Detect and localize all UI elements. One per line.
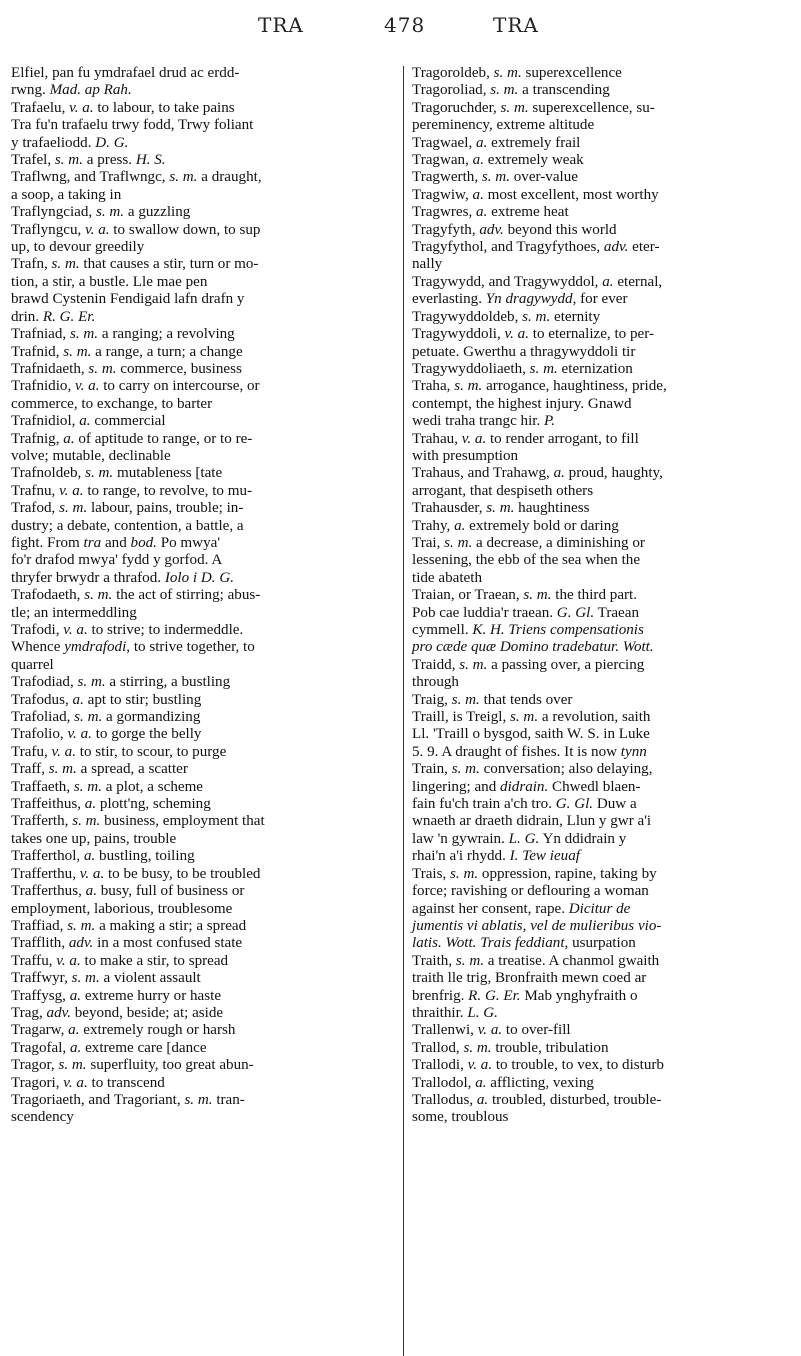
entry-line: Trafferthol, a. bustling, toiling [11,848,195,865]
entry-line: Tragyfyth, adv. beyond this world [412,221,617,238]
entry-line: Trafnoldeb, s. m. mutableness [tate [11,465,223,482]
entry-line: thryfer brwydr a thrafod. Iolo i D. G. [11,569,234,586]
entry-line: with presumption [412,447,519,464]
entry-line: Trafnidaeth, s. m. commerce, business [11,360,242,377]
running-head-left: TRA [258,13,304,37]
entry-line: Tragywyddoliaeth, s. m. eternization [412,360,633,377]
entry-line: Trafu, v. a. to stir, to scour, to purge [11,743,227,760]
entry-line: tide abateth [412,569,482,586]
entry-line: up, to devour greedily [11,239,145,256]
entry-line: force; ravishing or deflouring a woman [412,883,649,900]
entry-line: Tragywyddoli, v. a. to eternalize, to per- [412,326,654,343]
entry-line: Trafodiad, s. m. a stirring, a bustling [11,674,231,691]
entry-line: fo'r drafod mwya' fydd y gorfod. A [11,552,223,569]
entry-line: Traian, or Traean, s. m. the third part. [412,587,638,604]
entry-line: Trallod, s. m. trouble, tribulation [412,1039,609,1056]
entry-line: Ll. 'Traill o bysgod, saith W. S. in Luke [412,726,650,743]
entry-line: Tragwael, a. extremely frail [412,134,581,151]
entry-line: Trafferth, s. m. business, employment that [11,813,265,830]
entry-line: dustry; a debate, contention, a battle, a [11,517,244,534]
entry-line: Trai, s. m. a decrease, a diminishing or [412,534,645,551]
entry-line: Trallodi, v. a. to trouble, to vex, to disturb [412,1057,664,1074]
entry-line: Traffysg, a. extreme hurry or haste [11,987,222,1004]
entry-line: Trafel, s. m. a press. H. S. [11,152,166,169]
entry-line: employment, laborious, troublesome [11,900,233,917]
entry-line: Tragywydd, and Tragywyddol, a. eternal, [412,273,663,290]
entry-line: Tragwerth, s. m. over-value [412,169,578,186]
entry-line: Tra fu'n trafaelu trwy fodd, Trwy foliant [11,117,254,134]
entry-line: lessening, the ebb of the sea when the [412,552,641,569]
entry-line: Trais, s. m. oppression, rapine, taking by [412,865,657,882]
entry-line: commerce, to exchange, to barter [11,395,213,412]
entry-line: Trafferthu, v. a. to be busy, to be troubled [11,865,261,882]
entry-line: Tragwiw, a. most excellent, most worthy [412,186,659,203]
entry-line: Traffaeth, s. m. a plot, a scheme [11,778,204,795]
entry-line: Tragwan, a. extremely weak [412,152,584,169]
entry-line: a soop, a taking in [11,186,122,203]
entry-line: Trafoliad, s. m. a gormandizing [11,709,201,726]
entry-line: Tragoriaeth, and Tragoriant, s. m. tran- [11,1091,245,1108]
entry-line: volve; mutable, declinable [11,447,171,464]
entry-line: nally [412,256,443,273]
entry-line: Traflyngciad, s. m. a guzzling [11,204,191,221]
entry-line: Tragoruchder, s. m. superexcellence, su- [412,99,655,116]
entry-line: through [412,674,459,691]
entry-line: Traff, s. m. a spread, a scatter [11,761,188,778]
entry-line: Traidd, s. m. a passing over, a piercing [412,656,645,673]
entry-line: everlasting. Yn dragywydd, for ever [412,291,628,308]
entry-line: 5. 9. A draught of fishes. It is now tynn [412,743,647,760]
entry-line: Trahy, a. extremely bold or daring [412,517,619,534]
entry-line: lingering; and didrain. Chwedl blaen- [412,778,641,795]
entry-line: contempt, the highest injury. Gnawd [412,395,632,412]
entry-line: Trafflith, adv. in a most confused state [11,935,243,952]
entry-line: Trafaelu, v. a. to labour, to take pains [11,99,235,116]
entry-line: wedi traha trangc hir. P. [412,413,556,430]
entry-line: Trahaus, and Trahawg, a. proud, haughty, [412,465,663,482]
entry-line: takes one up, pains, trouble [11,830,177,847]
entry-line: Tragarw, a. extremely rough or harsh [11,1022,236,1039]
entry-line: Trahausder, s. m. haughtiness [412,500,590,517]
page-number: 478 [384,13,426,37]
entry-line: Tragyfythol, and Tragyfythoes, adv. eter- [412,239,660,256]
entry-line: Trafn, s. m. that causes a stir, turn or mo- [11,256,259,273]
entry-line: Tragywyddoldeb, s. m. eternity [412,308,601,325]
entry-line: traith lle trig, Bronfraith mewn coed ar [412,970,647,987]
entry-line: against her consent, rape. Dicitur de [412,900,631,917]
entry-line: fain fu'ch train a'ch tro. G. Gl. Duw a [412,796,637,813]
entry-line: some, troublous [412,1109,509,1126]
entry-line: arrogant, that despiseth others [412,482,594,499]
entry-line: Trafod, s. m. labour, pains, trouble; in- [11,500,244,517]
entry-line: Pob cae luddia'r traean. G. Gl. Traean [412,604,639,621]
entry-line: tle; an intermeddling [11,604,137,621]
entry-line: Trallodol, a. afflicting, vexing [412,1074,594,1091]
entry-line: Tragoroliad, s. m. a transcending [412,82,610,99]
entry-line: Trafnu, v. a. to range, to revolve, to mu- [11,482,253,499]
entry-line: Traflwng, and Traflwngc, s. m. a draught, [11,169,262,186]
entry-line: Trafnig, a. of aptitude to range, or to re- [11,430,253,447]
entry-line: Tragwres, a. extreme heat [412,204,569,221]
entry-line: Trahau, v. a. to render arrogant, to fill [412,430,639,447]
entry-line: wnaeth ar draeth didrain, Llun y gwr a'i [412,813,652,830]
entry-line: law 'n gywrain. L. G. Yn ddidrain y [412,830,627,847]
page-header [0,8,801,48]
entry-line: Traffiad, s. m. a making a stir; a spread [11,917,247,934]
entry-line: Tragori, v. a. to transcend [11,1074,165,1091]
entry-line: Traha, s. m. arrogance, haughtiness, pride, [412,378,667,395]
entry-line: Tragofal, a. extreme care [dance [11,1039,207,1056]
entry-line: y trafaeliodd. D. G. [11,134,129,151]
entry-line: Trallenwi, v. a. to over-fill [412,1022,571,1039]
entry-line: quarrel [11,656,54,673]
entry-line: brawd Cystenin Fendigaid lafn drafn y [11,291,245,308]
entry-line: Trafolio, v. a. to gorge the belly [11,726,202,743]
entry-line: scendency [11,1109,74,1126]
entry-line: brenfrig. R. G. Er. Mab ynghyfraith o [412,987,638,1004]
entry-line: fight. From tra and bod. Po mwya' [11,534,221,551]
entry-line: latis. Wott. Trais feddiant, usurpation [412,935,636,952]
entry-line: rhai'n a'i rhydd. I. Tew ieuaf [412,848,580,865]
entry-line: Trafferthus, a. busy, full of business or [11,883,245,900]
entry-line: Traig, s. m. that tends over [412,691,573,708]
entry-line: Elfiel, pan fu ymdrafael drud ac erdd- [11,65,240,81]
entry-line: Trallodus, a. troubled, disturbed, trouble- [412,1091,662,1108]
entry-line: Traffeithus, a. plott'ng, scheming [11,796,211,813]
left-column [11,65,392,1127]
entry-line: petuate. Gwerthu a thragywyddoli tir [412,343,636,360]
column-divider [403,66,404,1356]
entry-line: Traffwyr, s. m. a violent assault [11,970,201,987]
entry-line: Traffu, v. a. to make a stir, to spread [11,952,229,969]
entry-line: Traith, s. m. a treatise. A chanmol gwaith [412,952,660,969]
entry-line: cymmell. K. H. Triens compensationis [412,622,644,638]
entry-line: Traill, is Treigl, s. m. a revolution, saith [412,709,651,726]
entry-line: Train, s. m. conversation; also delaying, [412,761,653,778]
right-column [412,65,792,1127]
entry-line: pro cæde quæ Domino tradebatur. Wott. [412,639,654,656]
entry-line: Trafnid, s. m. a range, a turn; a change [11,343,243,360]
entry-line: Trafodi, v. a. to strive; to indermeddle. [11,622,244,638]
entry-line: Trafodaeth, s. m. the act of stirring; abus- [11,587,261,604]
entry-line: thraithir. L. G. [412,1004,498,1021]
entry-line: Whence ymdrafodi, to strive together, to [11,639,255,656]
entry-line: Traflyngcu, v. a. to swallow down, to sup [11,221,261,238]
entry-line: tion, a stir, a bustle. Lle mae pen [11,273,208,290]
entry-line: Trafnidiol, a. commercial [11,413,166,430]
entry-line: Trag, adv. beyond, beside; at; aside [11,1004,224,1021]
entry-line: Trafodus, a. apt to stir; bustling [11,691,202,708]
entry-line: rwng. Mad. ap Rah. [11,82,132,99]
entry-line: Trafniad, s. m. a ranging; a revolving [11,326,235,343]
entry-line: jumentis vi ablatis, vel de mulieribus vio- [412,917,662,934]
entry-line: Tragoroldeb, s. m. superexcellence [412,65,622,81]
entry-line: pereminency, extreme altitude [412,117,595,134]
entry-line: Trafnidio, v. a. to carry on intercourse, or [11,378,260,395]
entry-line: drin. R. G. Er. [11,308,96,325]
entry-line: Tragor, s. m. superfluity, too great abun- [11,1057,254,1074]
running-head-right: TRA [493,13,539,37]
